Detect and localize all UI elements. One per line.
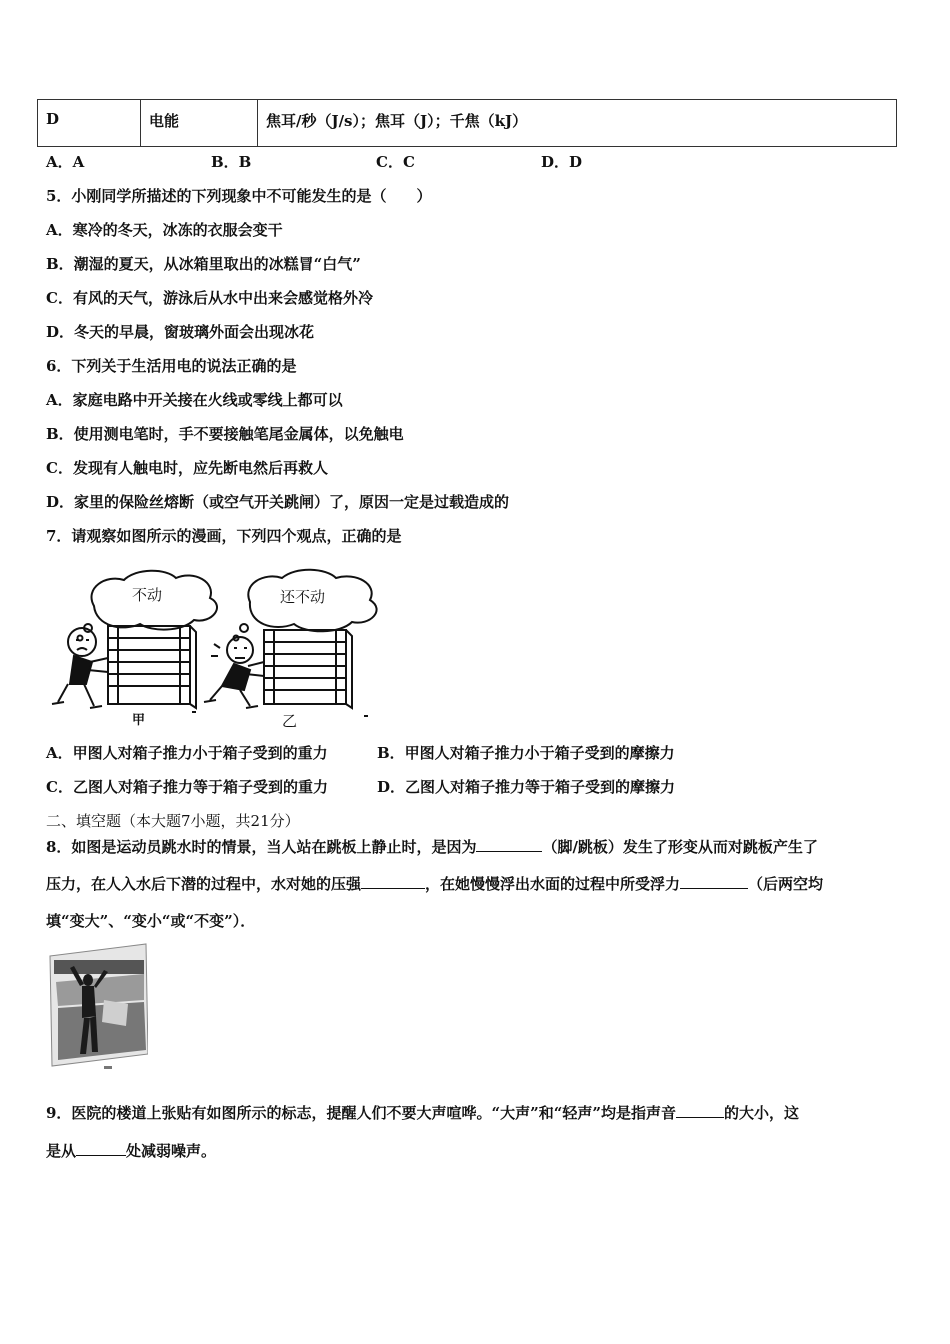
table-row bbox=[38, 100, 897, 147]
q9-text: 9．医院的楼道上张贴有如图所示的标志，提醒人们不要大声喧哗。“大声”和“轻声”均是指声音 bbox=[46, 1104, 676, 1122]
table-cell: D bbox=[38, 100, 141, 147]
bubble-text-left: 不动 bbox=[132, 586, 163, 604]
table-cell: 电能 bbox=[141, 100, 258, 147]
q5-option-c: C．有风的天气，游泳后从水中出来会感觉格外冷 bbox=[46, 289, 373, 307]
q8-text: （脚/跳板）发生了形变从而对跳板产生了 bbox=[542, 838, 818, 856]
label-right: 乙 bbox=[282, 712, 298, 730]
q7-stem: 7．请观察如图所示的漫画，下列四个观点，正确的是 bbox=[46, 527, 402, 545]
q4-option-a: A．A bbox=[46, 153, 85, 171]
q5-option-d: D．冬天的早晨，窗玻璃外面会出现冰花 bbox=[46, 323, 315, 341]
q8-text: （后两空均 bbox=[748, 875, 824, 893]
q9-line1 bbox=[46, 1102, 799, 1123]
q7-option-c: C．乙图人对箱子推力等于箱子受到的重力 bbox=[46, 778, 328, 796]
q8-line1 bbox=[46, 836, 818, 857]
q4-option-d: D．D bbox=[541, 153, 583, 171]
q7-option-a: A．甲图人对箱子推力小于箱子受到的重力 bbox=[46, 744, 328, 762]
q8-blank-1[interactable] bbox=[476, 836, 542, 852]
person-right bbox=[204, 637, 264, 708]
crate-left bbox=[108, 626, 196, 708]
q8-text: 填“变大”、“变小“或“不变”）． bbox=[46, 912, 256, 930]
table-cell: 焦耳/秒（J/s）；焦耳（J）；千焦（kJ） bbox=[258, 100, 897, 147]
q9-text: 的大小，这 bbox=[723, 1104, 799, 1122]
crate-right bbox=[264, 630, 352, 708]
answer-table bbox=[37, 99, 897, 147]
q9-line2 bbox=[46, 1140, 216, 1161]
diver-photo bbox=[48, 942, 148, 1072]
section-heading: 二、填空题（本大题7小题，共21分） bbox=[46, 812, 300, 830]
q6-option-c: C．发现有人触电时，应先断电然后再救人 bbox=[46, 459, 328, 477]
label-left: 甲 bbox=[132, 713, 146, 728]
q5-stem: 5．小刚同学所描述的下列现象中不可能发生的是（ ） bbox=[46, 187, 432, 205]
q6-option-a: A．家庭电路中开关接在火线或零线上都可以 bbox=[46, 391, 343, 409]
q7-option-d: D．乙图人对箱子推力等于箱子受到的摩擦力 bbox=[377, 778, 676, 796]
q7-cartoon-figure bbox=[44, 566, 394, 732]
q8-line2 bbox=[46, 873, 823, 894]
q8-text: 压力，在人入水后下潜的过程中，水对她的压强 bbox=[46, 875, 362, 893]
q9-blank-1[interactable] bbox=[676, 1102, 724, 1118]
q8-text: ，在她慢慢浮出水面的过程中所受浮力 bbox=[425, 875, 681, 893]
bubble-text-right: 还不动 bbox=[280, 588, 326, 606]
q6-option-d: D．家里的保险丝熔断（或空气开关跳闸）了，原因一定是过载造成的 bbox=[46, 493, 510, 511]
q4-option-b: B．B bbox=[211, 153, 252, 171]
q9-blank-2[interactable] bbox=[76, 1140, 126, 1156]
q8-blank-3[interactable] bbox=[680, 873, 748, 889]
q8-text: 8．如图是运动员跳水时的情景，当人站在跳板上静止时，是因为 bbox=[46, 838, 477, 856]
q9-text: 处减弱噪声。 bbox=[126, 1142, 217, 1160]
q8-blank-2[interactable] bbox=[361, 873, 425, 889]
q9-text: 是从 bbox=[46, 1142, 77, 1160]
q6-option-b: B．使用测电笔时，手不要接触笔尾金属体，以免触电 bbox=[46, 425, 404, 443]
q4-option-c: C．C bbox=[376, 153, 415, 171]
q5-option-b: B．潮湿的夏天，从冰箱里取出的冰糕冒“白气” bbox=[46, 255, 361, 273]
q5-option-a: A．寒冷的冬天，冰冻的衣服会变干 bbox=[46, 221, 283, 239]
q6-stem: 6．下列关于生活用电的说法正确的是 bbox=[46, 357, 297, 375]
q7-option-b: B．甲图人对箱子推力小于箱子受到的摩擦力 bbox=[377, 744, 675, 762]
